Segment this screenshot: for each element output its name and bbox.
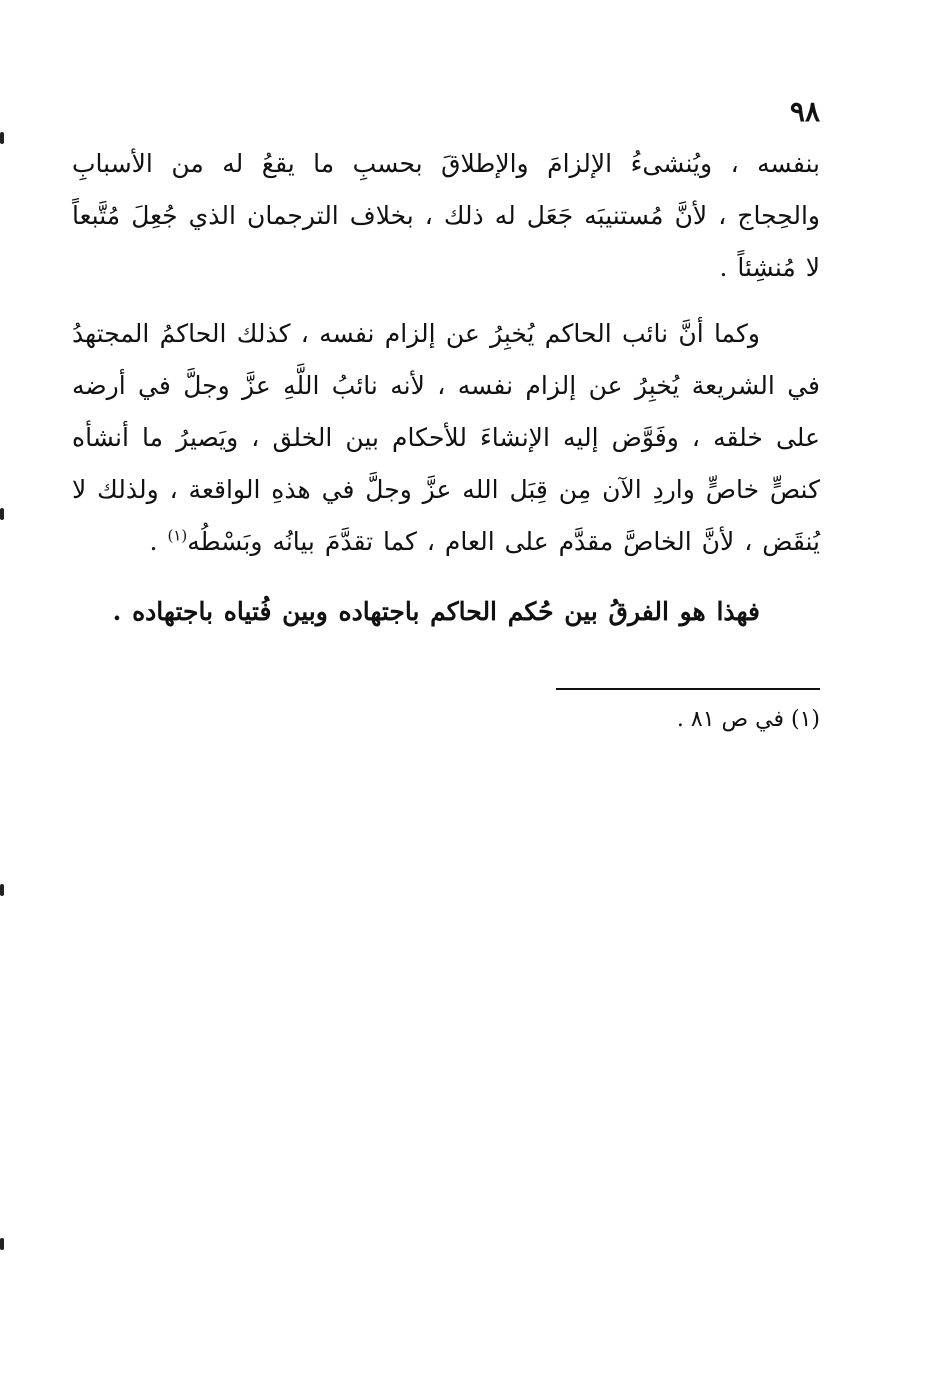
paragraph-2: [72, 308, 820, 568]
paragraph-2-text: وكما أنَّ نائب الحاكم يُخبِرُ عن إلزام نفسه ، كذلك الحاكمُ المجتهدُ في الشريعة يُخبِرُ عن إلزام نفسه ، لأنه نائبُ اللَّهِ عزَّ وجلَّ في أرضه على خلقه ، وفَوَّض إليه الإنشاءَ للأحكام بين الخلق ، ويَصيرُ ما أنشأه كنصٍّ خاصٍّ واردِ الآن مِن قِبَل الله عزَّ وجلَّ في هذهِ الواقعة ، ولذلك لا يُنقَض ، لأنَّ الخاصَّ مقدَّم على العام ، كما تقدَّمَ بيانُه وبَسْطُه: [72, 319, 820, 556]
scan-margin-mark: [0, 884, 4, 896]
paragraph-2-end: .: [149, 527, 158, 556]
footnote-divider: [556, 688, 820, 690]
scan-margin-mark: [0, 508, 4, 520]
footnote: (١) في ص ٨١ .: [676, 707, 820, 732]
page-number: ٩٨: [789, 95, 820, 128]
footnote-reference[interactable]: (١): [167, 526, 188, 545]
scan-margin-mark: [0, 1238, 4, 1250]
paragraph-1: بنفسه ، ويُنشىءُ الإلزامَ والإطلاقَ بحسبِ ما يقعُ له من الأسبابِ والحِجاج ، لأنَّ مُستنيبَه جَعَل له ذلك ، بخلاف الترجمان الذي جُعِلَ مُتَّبعاً لا مُنشِئاً .: [72, 149, 820, 282]
paragraph-3: فهذا هو الفرقُ بين حُكم الحاكم باجتهاده وبين فُتياه باجتهاده .: [112, 597, 760, 626]
scan-margin-mark: [0, 132, 4, 144]
book-page: [72, 92, 820, 740]
